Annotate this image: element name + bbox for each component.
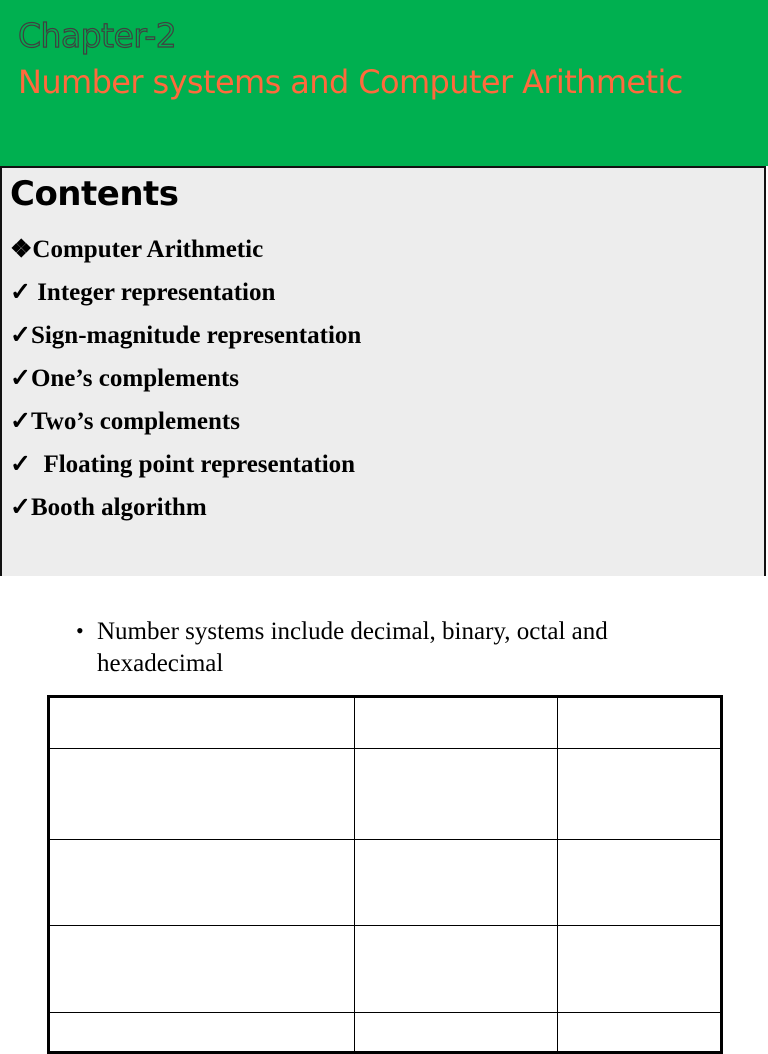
contents-item-label: Floating point representation <box>30 451 356 478</box>
checkmark-icon: ✓ <box>10 451 31 478</box>
contents-item-label: Booth algorithm <box>30 494 207 521</box>
contents-item-label: One’s complements <box>30 365 240 392</box>
contents-item <box>10 357 361 400</box>
contents-item-label: Sign-magnitude representation <box>30 322 362 349</box>
chapter-label: Chapter-2 <box>18 16 177 55</box>
table-cell <box>355 697 558 749</box>
contents-item-label: Computer Arithmetic <box>32 236 264 263</box>
table-cell <box>355 1013 558 1053</box>
table-cell <box>49 1013 355 1053</box>
contents-item-label: Integer representation <box>30 279 276 306</box>
table-cell <box>558 926 722 1013</box>
table-cell <box>355 749 558 840</box>
contents-list <box>10 228 361 529</box>
diamond-bullet-icon: ❖ <box>10 236 33 263</box>
table-cell <box>49 697 355 749</box>
contents-heading: Contents <box>10 174 179 214</box>
table-cell <box>49 926 355 1013</box>
table-row <box>49 749 722 840</box>
bullet-dot-icon: • <box>76 618 84 643</box>
table-row <box>49 1013 722 1053</box>
checkmark-icon: ✓ <box>10 365 31 392</box>
bullet-text: Number systems include decimal, binary, octal and hexadecimal <box>97 618 608 677</box>
contents-item <box>10 271 361 314</box>
table-cell <box>558 697 722 749</box>
contents-panel <box>0 166 766 576</box>
contents-item <box>10 228 361 271</box>
number-systems-table <box>47 695 723 1054</box>
checkmark-icon: ✓ <box>10 322 31 349</box>
checkmark-icon: ✓ <box>10 408 31 435</box>
slide-number-systems <box>0 576 768 1024</box>
table-row <box>49 697 722 749</box>
contents-item <box>10 400 361 443</box>
table-row <box>49 926 722 1013</box>
contents-item <box>10 486 361 529</box>
checkmark-icon: ✓ <box>10 494 31 521</box>
table-cell <box>355 840 558 926</box>
contents-item <box>10 443 361 486</box>
title-banner <box>0 0 768 166</box>
contents-item-label: Two’s complements <box>30 408 240 435</box>
table-cell <box>558 840 722 926</box>
contents-item <box>10 314 361 357</box>
table-row <box>49 840 722 926</box>
chapter-title: Number systems and Computer Arithmetic <box>18 63 683 101</box>
table-cell <box>355 926 558 1013</box>
table-cell <box>49 749 355 840</box>
table-cell <box>558 1013 722 1053</box>
table-cell <box>49 840 355 926</box>
table-cell <box>558 749 722 840</box>
checkmark-icon: ✓ <box>10 279 31 306</box>
